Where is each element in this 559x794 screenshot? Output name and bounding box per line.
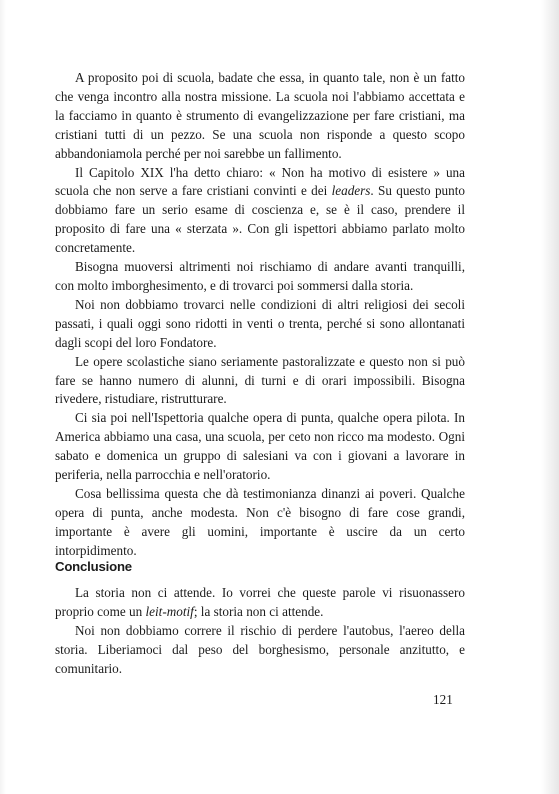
conclusion-text	[55, 584, 465, 679]
page-right-edge	[541, 0, 559, 794]
paragraph-scuola: A proposito poi di scuola, badate che essa, in quanto tale, non è un fatto che venga incontro alla nostra missione. La scuola noi l'abbiamo accettata e la facciamo in quanto è strumento di evangelizzazione per fare cristiani, ma cristiani tutti di un pezzo. Se una scuola non risponde a questo scopo abbandoniamola perché per noi sarebbe un fallimento.	[55, 70, 465, 161]
paragraph-opere-scolastiche: Le opere scolastiche siano seriamente pastoralizzate e questo non si può fare se hanno numero di alunni, di turni e di orari impossibili. Bisogna rivedere, ristudiare, ristrutturare.	[55, 353, 465, 407]
body-text	[55, 69, 465, 561]
paragraph-religiosi: Noi non dobbiamo trovarci nelle condizioni di altri religiosi dei secoli passati, i quali oggi sono ridotti in venti o trenta, perché si sono allontanati dagli scopi del loro Fondatore.	[55, 296, 465, 350]
italic-term-leaders: leaders	[331, 183, 371, 199]
page-left-edge	[0, 0, 6, 794]
paragraph-opera-di-punta: Ci sia poi nell'Ispettoria qualche opera di punta, qualche opera pilota. In America abbiamo una casa, una scuola, per ceto non ricco ma modesto. Ogni sabato e domenica un gruppo di salesiani va con i giovani a lavorare in periferia, nella parrocchia e nell'oratorio.	[55, 410, 465, 483]
paragraph-storia: La storia non ci attende. Io vorrei che queste parole vi risuonassero proprio come un leit-motif; la storia non ci attende.	[55, 585, 465, 619]
paragraph-muoversi: Bisogna muoversi altrimenti noi rischiamo di andare avanti tranquilli, con molto imborghesimento, e di trovarci poi sommersi dalla storia.	[55, 259, 465, 293]
paragraph-capitolo: Il Capitolo XIX l'ha detto chiaro: « Non ha motivo di esistere » una scuola che non serve a fare cristiani convinti e dei leaders. Su questo punto dobbiamo fare un serio esame di coscienza e, se è il caso, prendere il proposito di fare una « sterzata ». Con gli ispettori abbiamo parlato molto concretamente.	[55, 164, 465, 256]
paragraph-testimonianza: Cosa bellissima questa che dà testimonianza dinanzi ai poveri. Qualche opera di punta, anche modesta. Non c'è bisogno di fare cose grandi, importante è avere gli uomini, importante è uscire da un certo intorpidimento.	[55, 485, 465, 558]
page-number: 121	[433, 692, 453, 707]
section-heading: Conclusione	[55, 559, 132, 574]
paragraph-autobus: Noi non dobbiamo correre il rischio di perdere l'autobus, l'aereo della storia. Liberiamoci dal peso del borghesismo, personale anzitutto, e comunitario.	[55, 622, 465, 676]
italic-term-leit-motif: leit-motif	[145, 603, 194, 619]
